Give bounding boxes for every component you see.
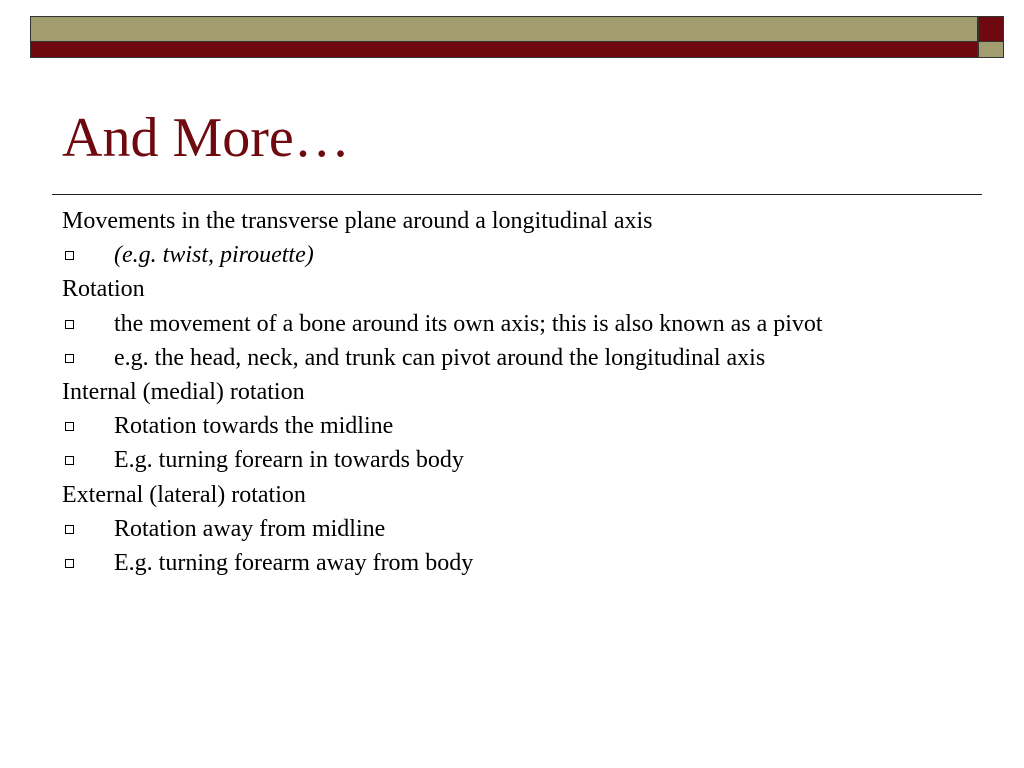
header-bar-maroon (30, 42, 978, 58)
list-item (62, 546, 1002, 580)
list-item (62, 341, 1002, 375)
list-item-text: (e.g. twist, pirouette) (114, 242, 314, 269)
list-item-text: E.g. turning forearm away from body (114, 550, 474, 577)
list-item (62, 375, 1002, 409)
header-square-maroon (978, 16, 1004, 42)
list-item (62, 443, 1002, 477)
title-divider (52, 194, 982, 195)
slide-content (62, 204, 1002, 580)
list-item (62, 409, 1002, 443)
hollow-square-bullet-icon (65, 456, 74, 465)
slide-title: And More… (62, 107, 350, 169)
list-item (62, 512, 1002, 546)
hollow-square-bullet-icon (65, 320, 74, 329)
hollow-square-bullet-icon (65, 251, 74, 260)
list-item (62, 307, 1002, 341)
list-item-text: e.g. the head, neck, and trunk can pivot around the longitudinal axis (114, 344, 766, 371)
list-item-text: the movement of a bone around its own axis; this is also known as a pivot (114, 310, 823, 337)
list-item-text: External (lateral) rotation (62, 481, 306, 508)
hollow-square-bullet-icon (65, 559, 74, 568)
list-item (62, 204, 1002, 238)
header-bar-olive (30, 16, 978, 42)
list-item-text: Rotation away from midline (114, 515, 386, 542)
list-item (62, 272, 1002, 306)
list-item (62, 238, 1002, 272)
list-item-text: Movements in the transverse plane around a longitudinal axis (62, 208, 653, 234)
list-item (62, 478, 1002, 512)
header-square-olive (978, 42, 1004, 58)
hollow-square-bullet-icon (65, 422, 74, 431)
hollow-square-bullet-icon (65, 525, 74, 534)
list-item-text: E.g. turning forearn in towards body (114, 447, 464, 474)
list-item-text: Rotation towards the midline (114, 413, 394, 440)
list-item-text: Rotation (62, 276, 145, 303)
hollow-square-bullet-icon (65, 354, 74, 363)
list-item-text: Internal (medial) rotation (62, 379, 305, 406)
